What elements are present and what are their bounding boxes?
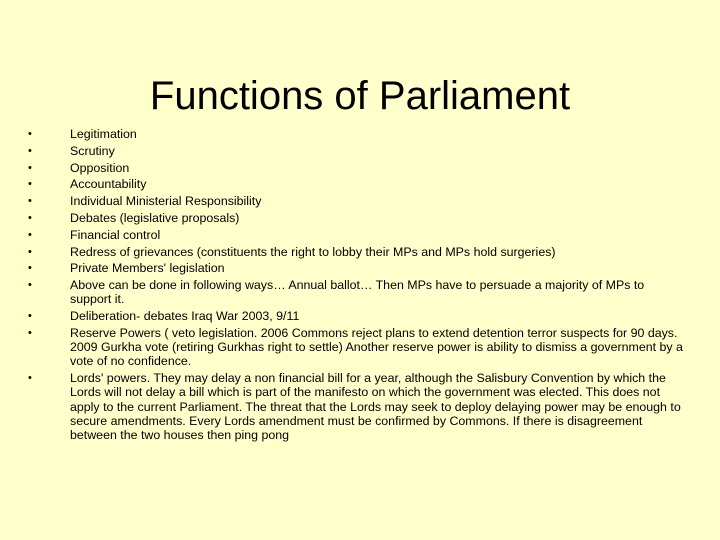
- bullet-text: Legitimation: [70, 127, 137, 141]
- bullet-icon: •: [28, 144, 32, 157]
- bullet-item: [28, 245, 688, 259]
- bullet-icon: •: [28, 228, 32, 241]
- bullet-text: Accountability: [70, 177, 147, 192]
- bullet-item: [28, 228, 688, 242]
- bullet-text: Debates (legislative proposals): [70, 210, 240, 225]
- bullet-icon: •: [28, 178, 32, 191]
- bullet-item: [28, 161, 688, 175]
- bullet-text: Redress of grievances (constituents the right to lobby their MPs and MPs hold surgeries): [70, 244, 556, 259]
- bullet-item: [28, 326, 688, 369]
- bullet-text: Scrutiny: [70, 143, 115, 158]
- bullet-icon: •: [28, 326, 32, 339]
- bullet-icon: •: [28, 279, 32, 292]
- bullet-text: Opposition: [70, 160, 130, 175]
- bullet-text: Reserve Powers ( veto legislation. 2006 Commons reject plans to extend detention terror suspects for 90 days. 2009 Gurkha vote (retiring Gurkhas right to settle) Another reserve power is ability to dismiss a government by a vote of no confidence.: [70, 325, 683, 369]
- bullet-item: [28, 211, 688, 225]
- bullet-item: [28, 127, 688, 141]
- bullet-icon: •: [28, 128, 32, 140]
- bullet-text: Individual Ministerial Responsibility: [70, 194, 262, 209]
- bullet-list: [28, 127, 688, 445]
- bullet-icon: •: [28, 372, 32, 385]
- bullet-item: [28, 194, 688, 208]
- bullet-item: [28, 309, 688, 323]
- bullet-item: [28, 144, 688, 158]
- bullet-item: [28, 261, 688, 275]
- bullet-text: Above can be done in following ways… Annual ballot… Then MPs have to persuade a majority of MPs to support it.: [70, 278, 645, 307]
- bullet-text: Financial control: [70, 227, 161, 242]
- bullet-text: Private Members' legislation: [70, 261, 225, 276]
- bullet-text: Lords' powers. They may delay a non financial bill for a year, although the Salisbury Convention by which the Lords will not delay a bill which is part of the manifesto on which the government was elected. This does not apply to the current Parliament. The threat that the Lords may seek to deploy delaying power may be enough to secure amendments. Every Lords amendment must be confirmed by Commons. If there is disagreement between the two houses then ping pong: [70, 371, 681, 442]
- bullet-icon: •: [28, 262, 32, 275]
- bullet-icon: •: [28, 195, 32, 208]
- bullet-item: [28, 371, 688, 442]
- bullet-item: [28, 278, 688, 306]
- bullet-icon: •: [28, 211, 32, 224]
- bullet-icon: •: [28, 310, 32, 323]
- bullet-icon: •: [28, 161, 32, 174]
- bullet-icon: •: [28, 245, 32, 258]
- bullet-text: Deliberation- debates Iraq War 2003, 9/11: [70, 309, 300, 324]
- slide-title: Functions of Parliament: [149, 73, 571, 118]
- bullet-item: [28, 177, 688, 191]
